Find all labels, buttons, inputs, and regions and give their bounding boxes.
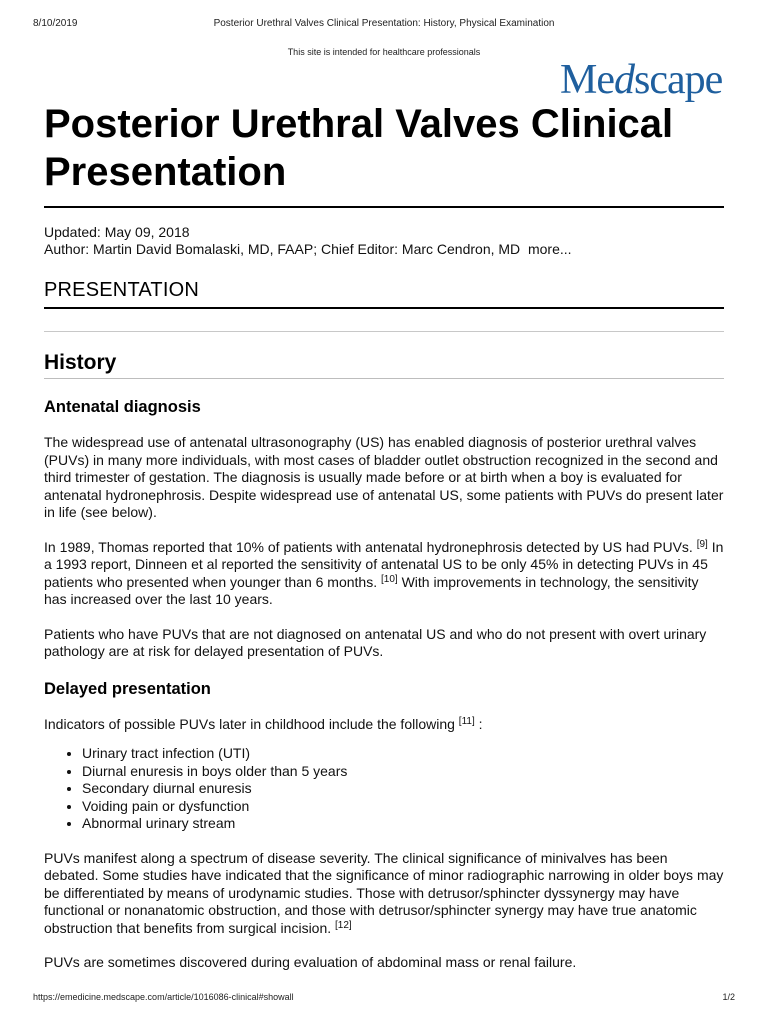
list-item: • Abnormal urinary stream — [82, 815, 724, 833]
author-line — [44, 241, 724, 258]
list-item: • Secondary diurnal enuresis — [82, 780, 724, 798]
indicator-list — [44, 745, 724, 833]
print-footer — [33, 992, 735, 1004]
text-run: In 1989, Thomas reported that 10% of patients with antenatal hydronephrosis detected by US had PUVs. — [44, 538, 693, 555]
delayed-heading: Delayed presentation — [44, 679, 211, 698]
article-meta — [44, 224, 724, 258]
delayed-paragraph-3: PUVs are sometimes discovered during evaluation of abdominal mass or renal failure. — [44, 954, 577, 970]
reference-link-12[interactable]: [12] — [335, 919, 352, 931]
text-run: In a 1993 report, Dinneen et al reported the sensitivity of antenatal US to be only 45% in detecting PUVs in 45 patients who presented when younger than 6 months. — [44, 538, 724, 590]
print-url[interactable]: https://emedicine.medscape.com/article/1016086-clinical#showall — [33, 992, 294, 1002]
logo-part-me: Me — [560, 57, 614, 103]
text-run: : — [474, 715, 483, 732]
list-item: • Urinary tract infection (UTI) — [82, 745, 724, 763]
author-text: Author: Martin David Bomalaski, MD, FAAP; Chief Editor: Marc Cendron, MD — [44, 241, 521, 257]
delayed-paragraph-2 — [44, 850, 724, 938]
more-authors-link[interactable]: more... — [527, 241, 572, 257]
article — [44, 100, 724, 972]
logo-part-d: d — [614, 57, 634, 103]
reference-link-9[interactable]: [9] — [696, 538, 708, 550]
antenatal-paragraph-1: The widespread use of antenatal ultrasonography (US) has enabled diagnosis of posterior urethral valves (PUVs) in many more individuals, with most cases of bladder outlet obstruction recognized in the second and third trimester of gestation. The diagnosis is usually made before or at birth when a boy is evaluated for antenatal hydronephrosis. Despite widespread use of antenatal US, some patients with PUVs do present later in life (see below). — [44, 434, 724, 520]
text-run: PUVs manifest along a spectrum of disease severity. The clinical significance of minivalves has been debated. Some studies have indicated that the significance of minor radiographic narrowing in older boys may be differentiated by means of urodynamic studies. Those with detrusor/sphincter dyssynergy may have functional or nonanatomic obstruction, and those with detrusor/sphincter synergy may have true anatomic obstruction that benefits from surgical incision. — [44, 849, 724, 936]
updated-date: Updated: May 09, 2018 — [44, 224, 190, 240]
reference-link-11[interactable]: [11] — [458, 715, 475, 727]
page-number: 1/2 — [722, 992, 735, 1002]
text-run: With improvements in technology, the sensitivity has increased over the last 10 years. — [44, 573, 699, 607]
logo-part-scape: scape — [634, 57, 723, 103]
page-title: Posterior Urethral Valves Clinical Presentation — [44, 100, 724, 208]
list-item: • Voiding pain or dysfunction — [82, 798, 724, 816]
medscape-logo[interactable] — [560, 56, 722, 104]
print-header — [33, 18, 735, 32]
delayed-intro — [44, 716, 724, 734]
section-title: PRESENTATION — [44, 278, 724, 309]
antenatal-paragraph-3: Patients who have PUVs that are not diagnosed on antenatal US and who do not present with overt urinary pathology are at risk for delayed presentation of PUVs. — [44, 625, 707, 659]
text-run: Indicators of possible PUVs later in childhood include the following — [44, 715, 455, 732]
divider — [44, 331, 724, 332]
antenatal-paragraph-2 — [44, 539, 724, 609]
antenatal-heading: Antenatal diagnosis — [44, 398, 201, 416]
print-date: 8/10/2019 — [33, 18, 78, 29]
reference-link-10[interactable]: [10] — [381, 573, 398, 585]
list-item: • Diurnal enuresis in boys older than 5 years — [82, 763, 724, 781]
history-heading: History — [44, 350, 724, 379]
print-doc-title: Posterior Urethral Valves Clinical Presentation: History, Physical Examination — [213, 18, 555, 29]
hcp-notice: This site is intended for healthcare professionals — [287, 47, 481, 57]
